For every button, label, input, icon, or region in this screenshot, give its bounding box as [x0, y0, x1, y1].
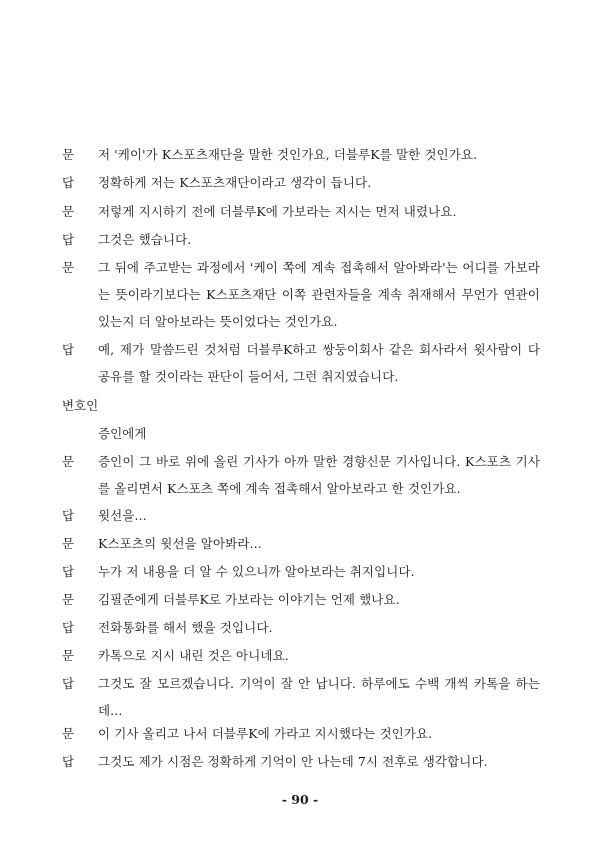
entry-text: 예, 제가 말씀드린 것처럼 더블루K하고 쌍둥이회사 같은 회사라서 윗사람이 다 공유를 할 것이라는 판단이 들어서, 그런 취지였습니다. [98, 342, 540, 384]
entry-label: 문 [62, 454, 75, 469]
entry-label: 답 [62, 620, 75, 635]
entry-label: 문 [62, 648, 75, 663]
entry-text: 누가 저 내용을 더 알 수 있으니까 알아보라는 취지입니다. [98, 564, 415, 579]
entry-label: 답 [62, 175, 75, 190]
entry-text: 윗선을... [98, 508, 147, 523]
entry-label: 문 [62, 260, 75, 275]
entry-label: 문 [62, 592, 75, 607]
entry-label: 답 [62, 676, 75, 691]
entry-label: 문 [62, 204, 75, 219]
entry-text: 이 기사 올리고 나서 더블루K에 가라고 지시했다는 것인가요. [98, 726, 433, 741]
entry-text: 그 뒤에 주고받는 과정에서 '케이 쪽에 계속 접촉해서 알아봐라'는 어디를 가보라는 뜻이라기보다는 K스포츠재단 이쪽 관련자들을 계속 취재해서 무언가 연관이 있는지 더 알아보라는 뜻이었다는 것인가요. [98, 260, 540, 329]
entry-text: 저 '케이'가 K스포츠재단을 말한 것인가요, 더블루K를 말한 것인가요. [98, 147, 478, 162]
entry-text: 정확하게 저는 K스포츠재단이라고 생각이 듭니다. [98, 175, 372, 190]
entry-label: 문 [62, 726, 75, 741]
entry-text: 그것도 제가 시점은 정확하게 기억이 안 나는데 7시 전후로 생각합니다. [98, 754, 488, 769]
entry-text: K스포츠의 윗선을 알아봐라... [98, 536, 262, 551]
entry-text: 전화통화를 해서 했을 것입니다. [98, 620, 273, 635]
entry-text: 그것도 잘 모르겠습니다. 기억이 잘 안 납니다. 하루에도 수백 개씩 카톡을 하는데... [98, 676, 540, 718]
entry-label: 답 [62, 564, 75, 579]
entry-text: 증인이 그 바로 위에 올린 기사가 아까 말한 경향신문 기사입니다. K스포츠 기사를 올리면서 K스포츠 쪽에 계속 접촉해서 알아보라고 한 것인가요. [98, 454, 540, 496]
section-subtitle: 증인에게 [98, 426, 147, 441]
entry-text: 카톡으로 지시 내린 것은 아니네요. [98, 648, 289, 663]
entry-text: 저렇게 지시하기 전에 더블루K에 가보라는 지시는 먼저 내렸나요. [98, 204, 457, 219]
entry-text: 김필준에게 더블루K로 가보라는 이야기는 언제 했나요. [98, 592, 400, 607]
entry-label: 답 [62, 232, 75, 247]
entry-label: 답 [62, 342, 75, 357]
page-number: - 90 - [281, 792, 319, 807]
section-title: 변호인 [62, 398, 99, 413]
entry-text: 그것은 했습니다. [98, 232, 192, 247]
entry-label: 답 [62, 508, 75, 523]
entry-label: 문 [62, 147, 75, 162]
entry-label: 문 [62, 536, 75, 551]
entry-label: 답 [62, 754, 75, 769]
